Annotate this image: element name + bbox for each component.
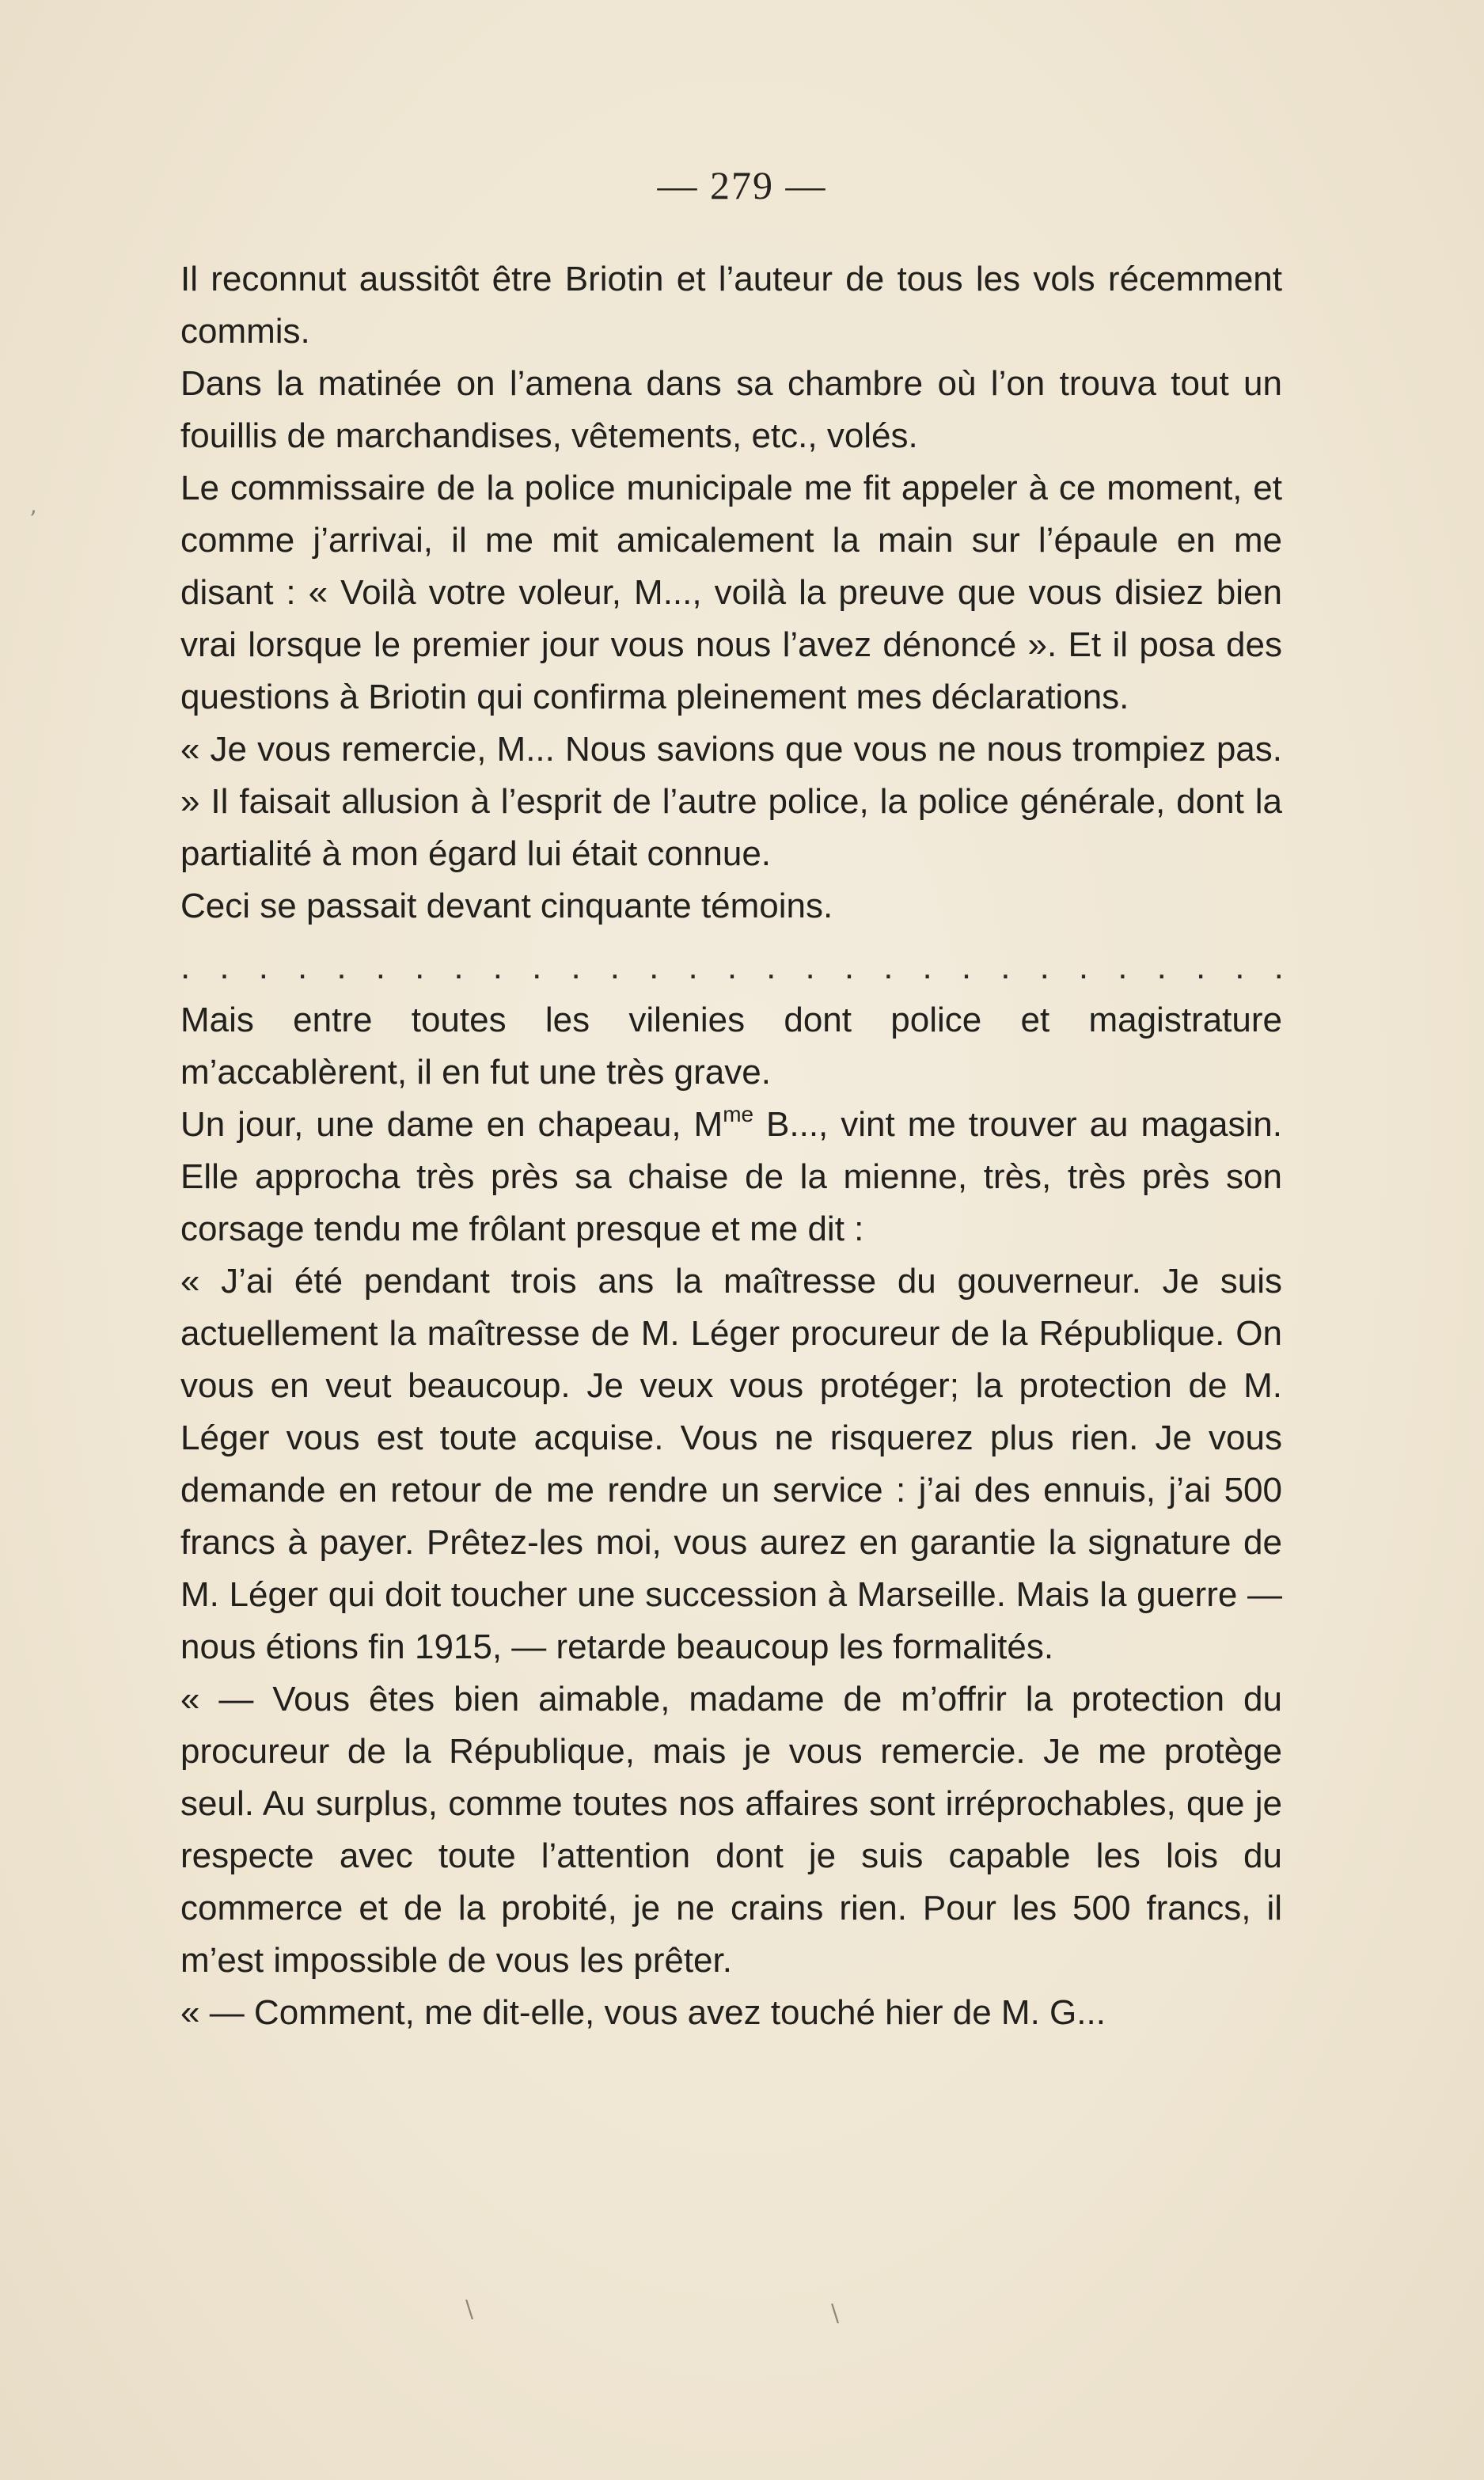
paragraph bbox=[180, 1099, 1282, 1255]
separator-dot: . bbox=[688, 948, 698, 986]
separator-dot: . bbox=[883, 948, 894, 986]
paragraph: Ceci se passait devant cinquante témoins. bbox=[180, 887, 833, 925]
separator-dot: . bbox=[922, 948, 932, 986]
paragraph: « — Vous êtes bien aimable, madame de m’offrir la protection du procureur de la République, mais je vous remercie. Je me protège seul. Au surplus, comme toutes nos affaires sont irréprochables, que je respecte avec toute l’attention dont je suis capable les lois du commerce et de la probité, je ne crains rien. Pour les 500 francs, il m’est impossible de vous les prêter. bbox=[180, 1680, 1282, 1980]
paragraph: Mais entre toutes les vilenies dont police et magistrature m’accablèrent, il en fut une très grave. bbox=[180, 1001, 1282, 1092]
separator-dot: . bbox=[1156, 948, 1167, 986]
paper-mark: \ bbox=[831, 2300, 840, 2327]
separator-dot: . bbox=[375, 948, 385, 986]
separator-dot: . bbox=[298, 948, 308, 986]
separator-dot: . bbox=[805, 948, 815, 986]
superscript-me: me bbox=[723, 1102, 754, 1126]
separator-dot: . bbox=[492, 948, 503, 986]
separator-dot: . bbox=[1273, 948, 1284, 986]
paragraph-text: B..., vint me trouver au magasin. Elle approcha très près sa chaise de la mienne, très, très près son corsage tendu me frôlant presque et me dit : bbox=[180, 1105, 1282, 1248]
paragraph: Le commissaire de la police municipale me fit appeler à ce moment, et comme j’arrivai, il me mit amicalement la main sur l’épaule en me disant : « Voilà votre voleur, M..., voilà la preuve que vous disiez bien vrai lorsque le premier jour vous nous l’avez dénoncé ». Et il posa des questions à Briotin qui confirma pleinement mes déclarations. bbox=[180, 469, 1282, 716]
separator-dot: . bbox=[1000, 948, 1011, 986]
separator-dot: . bbox=[532, 948, 542, 986]
page-number: — 279 — bbox=[657, 163, 827, 207]
separator-dot: . bbox=[571, 948, 581, 986]
separator-dot: . bbox=[219, 948, 230, 986]
separator-dot: . bbox=[1039, 948, 1049, 986]
paragraph: Dans la matinée on l’amena dans sa chambre où l’on trouva tout un fouillis de marchandises, vêtements, etc., volés. bbox=[180, 364, 1282, 455]
separator-dot: . bbox=[454, 948, 464, 986]
paragraph: Il reconnut aussitôt être Briotin et l’auteur de tous les vols récemment commis. bbox=[180, 260, 1282, 351]
paragraph: « Je vous remercie, M... Nous savions que vous ne nous trompiez pas. » Il faisait allusion à l’esprit de l’autre police, la police générale, dont la partialité à mon égard lui était connue. bbox=[180, 730, 1282, 873]
paper-mark: ʼ bbox=[28, 507, 36, 534]
separator-dot: . bbox=[1118, 948, 1128, 986]
paragraph-text: Un jour, une dame en chapeau, M bbox=[180, 1105, 723, 1144]
separator-dot: . bbox=[415, 948, 425, 986]
paper-mark: \ bbox=[465, 2296, 474, 2323]
separator-dot: . bbox=[1195, 948, 1206, 986]
page-body bbox=[180, 253, 1282, 2039]
separator-dot: . bbox=[258, 948, 268, 986]
paragraph: « J’ai été pendant trois ans la maîtresse du gouverneur. Je suis actuellement la maîtresse de M. Léger procureur de la République. On vous en veut beaucoup. Je veux vous protéger; la protection de M. Léger vous est toute acquise. Vous ne risquerez plus rien. Je vous demande en retour de me rendre un service : j’ai des ennuis, j’ai 500 francs à payer. Prêtez-les moi, vous aurez en garantie la signature de M. Léger qui doit toucher une succession à Marseille. Mais la guerre — nous étions fin 1915, — retarde beaucoup les formalités. bbox=[180, 1262, 1282, 1666]
separator-dot: . bbox=[649, 948, 659, 986]
separator-dot: . bbox=[336, 948, 347, 986]
separator-dot: . bbox=[961, 948, 972, 986]
separator-dot: . bbox=[1235, 948, 1245, 986]
separator-dot: . bbox=[609, 948, 621, 986]
separator-dot: . bbox=[766, 948, 776, 986]
separator-dot: . bbox=[1078, 948, 1089, 986]
separator-dot: . bbox=[180, 948, 191, 986]
paragraph: « — Comment, me dit-elle, vous avez touché hier de M. G... bbox=[180, 1993, 1106, 2032]
separator-dot: . bbox=[844, 948, 855, 986]
separator-dot: . bbox=[727, 948, 738, 986]
ellipsis-separator bbox=[180, 944, 1282, 991]
